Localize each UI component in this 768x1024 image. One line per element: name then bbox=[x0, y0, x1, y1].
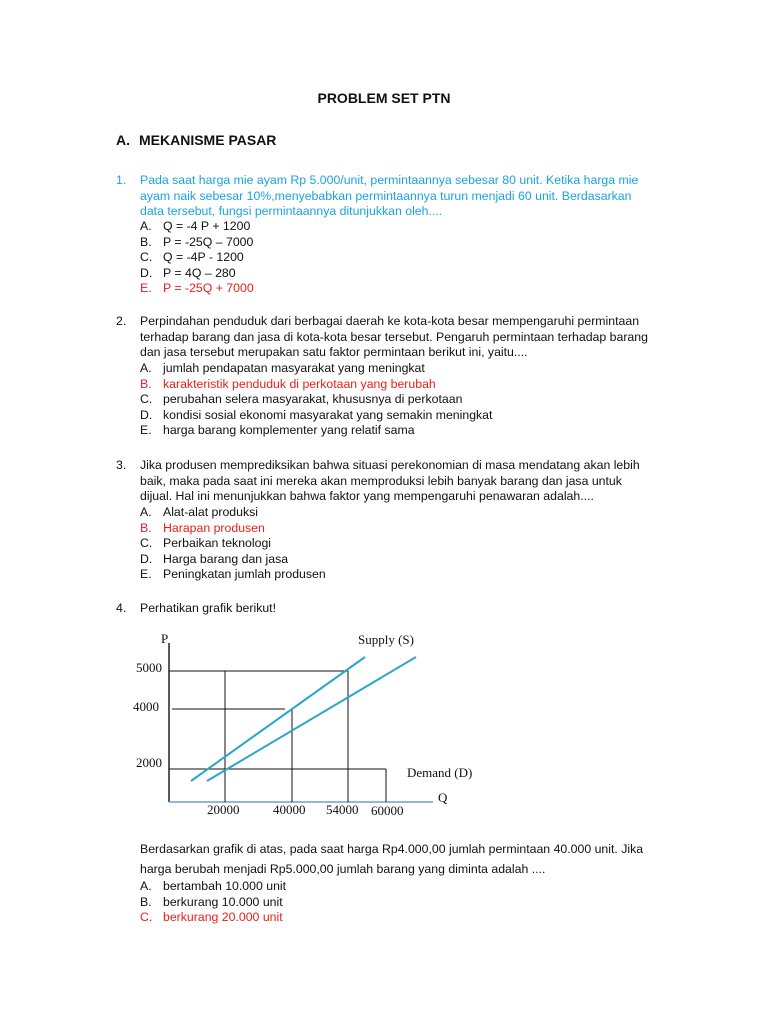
y-tick: 4000 bbox=[133, 699, 159, 714]
option-letter: D. bbox=[140, 408, 153, 422]
option-text-answer: Harapan produsen bbox=[163, 521, 265, 535]
question-text-line: Perhatikan grafik berikut! bbox=[140, 601, 277, 615]
option-letter: D. bbox=[140, 552, 153, 566]
option-text-answer: P = -25Q + 7000 bbox=[163, 281, 254, 295]
question-text-line: Perpindahan penduduk dari berbagai daerah ke kota-kota besar mempengaruhi permintaan bbox=[140, 314, 640, 328]
option-letter: A. bbox=[140, 879, 152, 893]
option-letter: C. bbox=[140, 250, 153, 264]
x-axis-label: Q bbox=[438, 790, 448, 805]
question-text-line: data tersebut, fungsi permintaannya ditunjukkan oleh.... bbox=[140, 204, 443, 219]
x-tick: 40000 bbox=[273, 802, 306, 817]
option-text: Harga barang dan jasa bbox=[163, 552, 289, 566]
question-number: 2. bbox=[116, 314, 127, 328]
y-axis-label: P bbox=[161, 631, 169, 646]
document-title: PROBLEM SET PTN bbox=[317, 90, 451, 106]
option-text: harga barang komplementer yang relatif sama bbox=[163, 423, 415, 437]
option-text: Alat-alat produksi bbox=[163, 505, 259, 519]
option-letter: B. bbox=[140, 377, 152, 391]
y-tick: 2000 bbox=[136, 755, 162, 770]
option-text: berkurang 10.000 unit bbox=[163, 895, 283, 909]
demand-label: Demand (D) bbox=[407, 765, 473, 780]
question-text-line: baik, maka pada saat ini mereka akan memproduksi lebih banyak barang dan jasa untuk bbox=[140, 473, 622, 488]
question-text-line: Pada saat harga mie ayam Rp 5.000/unit, permintaannya sebesar 80 unit. Ketika harga mie bbox=[140, 173, 639, 187]
x-tick: 54000 bbox=[326, 802, 359, 817]
x-tick: 60000 bbox=[371, 803, 404, 818]
question-text-line: terhadap barang dan jasa di kota-kota besar tersebut. Pengaruh permintaan terhadap barang bbox=[140, 329, 648, 344]
option-text: bertambah 10.000 unit bbox=[163, 879, 287, 893]
question-text-line: dijual. Hal ini menunjukkan bahwa faktor yang mempengaruhi penawaran adalah.... bbox=[140, 489, 594, 504]
option-text-answer: berkurang 20.000 unit bbox=[163, 910, 283, 924]
option-text-answer: karakteristik penduduk di perkotaan yang berubah bbox=[163, 377, 436, 391]
x-tick: 20000 bbox=[207, 802, 240, 817]
supply-label: Supply (S) bbox=[358, 632, 414, 647]
question-text-line: harga berubah menjadi Rp5.000,00 jumlah barang yang diminta adalah .... bbox=[140, 862, 546, 876]
option-text: P = -25Q – 7000 bbox=[163, 235, 254, 249]
question-text-line: dan jasa tersebut merupakan satu faktor permintaan berikut ini, yaitu.... bbox=[140, 345, 528, 360]
option-text: Peningkatan jumlah produsen bbox=[163, 567, 326, 581]
option-letter: A. bbox=[140, 505, 152, 519]
option-letter: B. bbox=[140, 521, 152, 535]
option-letter: E. bbox=[140, 281, 152, 295]
option-letter: E. bbox=[140, 423, 152, 437]
supply-line-1 bbox=[191, 657, 365, 781]
option-letter: D. bbox=[140, 266, 153, 280]
question-text-line: Berdasarkan grafik di atas, pada saat harga Rp4.000,00 jumlah permintaan 40.000 unit. Jika bbox=[140, 842, 644, 856]
option-letter: C. bbox=[140, 910, 153, 924]
option-text: Q = -4P - 1200 bbox=[163, 250, 244, 264]
option-text: jumlah pendapatan masyarakat yang meningkat bbox=[163, 361, 425, 375]
option-text: kondisi sosial ekonomi masyarakat yang semakin meningkat bbox=[163, 408, 493, 422]
supply-line-2 bbox=[207, 657, 416, 781]
question-number: 1. bbox=[116, 173, 127, 187]
option-text: Q = -4 P + 1200 bbox=[163, 219, 251, 233]
option-text: Perbaikan teknologi bbox=[163, 536, 272, 550]
option-letter: C. bbox=[140, 536, 153, 550]
option-letter: A. bbox=[140, 219, 152, 233]
option-letter: B. bbox=[140, 895, 152, 909]
option-letter: C. bbox=[140, 392, 153, 406]
option-text: perubahan selera masyarakat, khususnya di perkotaan bbox=[163, 392, 463, 406]
section-title: MEKANISME PASAR bbox=[139, 132, 277, 148]
y-tick: 5000 bbox=[136, 660, 162, 675]
question-text-line: Jika produsen memprediksikan bahwa situasi perekonomian di masa mendatang akan lebih bbox=[140, 458, 640, 472]
option-letter: B. bbox=[140, 235, 152, 249]
question-text-line: ayam naik sebesar 10%,menyebabkan permintaannya turun menjadi 60 unit. Berdasarkan bbox=[140, 188, 632, 203]
section-letter: A. bbox=[116, 132, 130, 148]
option-letter: A. bbox=[140, 361, 152, 375]
option-letter: E. bbox=[140, 567, 152, 581]
question-number: 3. bbox=[116, 458, 127, 472]
question-number: 4. bbox=[116, 601, 127, 615]
option-text: P = 4Q – 280 bbox=[163, 266, 236, 280]
